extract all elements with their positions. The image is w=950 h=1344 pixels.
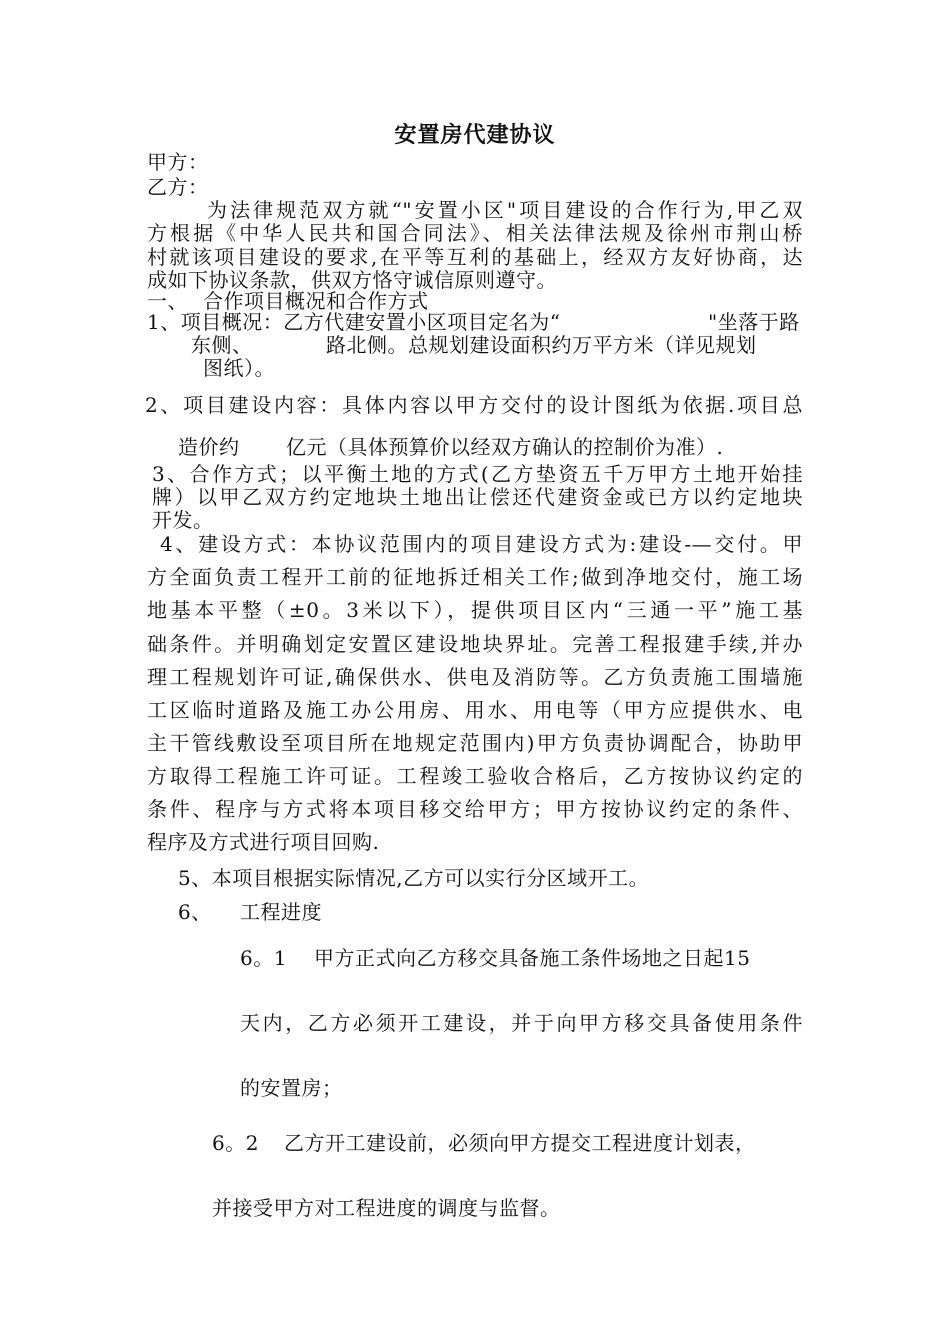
item-6-1-text: 甲方正式向乙方移交具备施工条件场地之日起15 <box>314 946 751 970</box>
item-6-number: 6、 <box>178 900 212 924</box>
item-4-text: 方取得工程施工许可证。工程竣工验收合格后，乙方按协议约定的 <box>147 764 803 788</box>
item-2-text: 造价约 <box>178 435 240 459</box>
item-4-text: 地基本平整（±0。3米以下），提供项目区内“三通一平”施工基 <box>147 598 803 622</box>
item-4-text: 4、建设方式：本协议范围内的项目建设方式为:建设-—交付。甲 <box>160 532 803 556</box>
item-4-text: 程序及方式进行项目回购. <box>147 830 380 854</box>
preamble-line: 方根据《中华人民共和国合同法》、相关法律法规及徐州市荆山桥 <box>147 221 803 245</box>
item-6-1-number: 6。1 <box>240 946 287 970</box>
item-4-text: 理工程规划许可证,确保供水、供电及消防等。乙方负责施工围墙施 <box>147 665 803 689</box>
item-1-text: 图纸）。 <box>203 356 275 380</box>
section-1-number: 一、 <box>147 289 188 313</box>
item-4-text: 方全面负责工程开工前的征地拆迁相关工作;做到净地交付，施工场 <box>147 565 803 589</box>
item-6-1-text: 的安置房； <box>240 1076 343 1100</box>
preamble-line: 为法律规范双方就“"安置小区"项目建设的合作行为,甲乙双 <box>207 198 803 222</box>
party-a-label: 甲方： <box>147 150 209 174</box>
item-4-text: 主干管线敷设至项目所在地规定范围内)甲方负责协调配合，协助甲 <box>147 731 803 755</box>
item-5-text: 5、本项目根据实际情况,乙方可以实行分区域开工。 <box>178 866 650 890</box>
item-6-2-text: 乙方开工建设前，必须向甲方提交工程进度计划表， <box>284 1131 756 1155</box>
preamble-line: 成如下协议条款，供双方恪守诚信原则遵守。 <box>147 268 557 292</box>
item-4-text: 工区临时道路及施工办公用房、用水、用电等（甲方应提供水、电 <box>147 698 803 722</box>
item-1-text: "坐落于路 <box>708 310 800 334</box>
party-b-label: 乙方： <box>147 175 209 199</box>
section-1-heading: 合作项目概况和合作方式 <box>203 289 429 313</box>
item-3-text: 3、合作方式；以平衡土地的方式(乙方垫资五千万甲方土地开始挂 <box>152 462 803 486</box>
preamble-line: 村就该项目建设的要求,在平等互利的基础上，经双方友好协商，达 <box>147 245 803 269</box>
item-6-1-text: 天内，乙方必须开工建设，并于向甲方移交具备使用条件 <box>240 1011 803 1035</box>
item-1-text: 1、项目概况：乙方代建安置小区项目定名为“ <box>147 310 561 334</box>
item-6-heading: 工程进度 <box>240 900 322 924</box>
item-6-2-text: 并接受甲方对工程进度的调度与监督。 <box>212 1196 561 1220</box>
item-2-text: 2、项目建设内容：具体内容以甲方交付的设计图纸为依据.项目总 <box>145 393 803 417</box>
document-title: 安置房代建协议 <box>394 123 556 148</box>
item-3-text: 开发。 <box>152 508 214 532</box>
item-2-text: 亿元（具体预算价以经双方确认的控制价为准）. <box>286 435 724 459</box>
item-4-text: 条件、程序与方式将本项目移交给甲方；甲方按协议约定的条件、 <box>147 797 803 821</box>
item-4-text: 础条件。并明确划定安置区建设地块界址。完善工程报建手续,并办 <box>147 632 803 656</box>
item-1-text: 东侧、 <box>191 333 253 357</box>
item-6-2-number: 6。2 <box>212 1131 259 1155</box>
item-3-text: 牌）以甲乙双方约定地块土地出让偿还代建资金或已方以约定地块 <box>152 485 803 509</box>
item-1-text: 路北侧。总规划建设面积约万平方米（详见规划 <box>326 333 757 357</box>
